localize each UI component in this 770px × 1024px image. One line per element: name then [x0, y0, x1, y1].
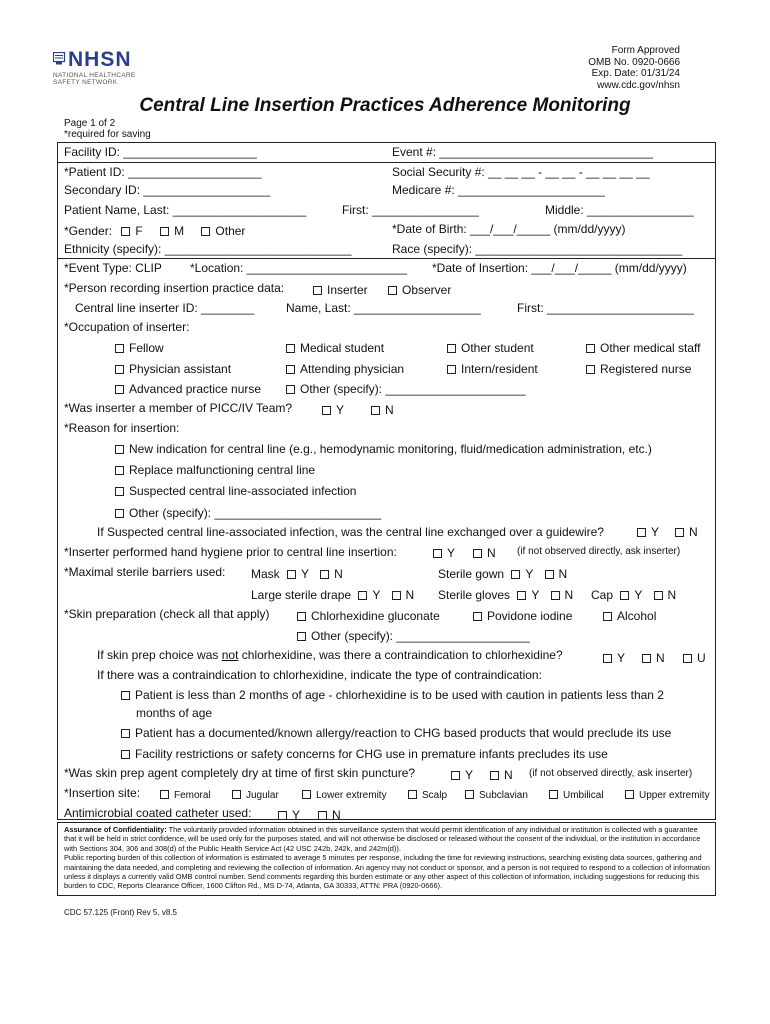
contra-type-question: If there was a contraindication to chlorhexidine, indicate the type of contraindication:: [97, 668, 542, 682]
occupation-medical-student[interactable]: Medical student: [286, 341, 384, 355]
mask-no-checkbox[interactable]: [320, 570, 329, 579]
occupation-registered-nurse[interactable]: Registered nurse: [586, 362, 691, 376]
inserter-option[interactable]: Inserter: [313, 283, 368, 297]
contraindication-question: If skin prep choice was not chlorhexidine, was there a contraindication to chlorhexidine?: [97, 648, 563, 662]
site-subclavian[interactable]: Subclavian: [465, 790, 528, 801]
checkbox[interactable]: [318, 811, 327, 820]
checkbox[interactable]: [286, 385, 295, 394]
inserter-id-field[interactable]: Central line inserter ID: ________: [75, 301, 255, 315]
dry-yes[interactable]: Y: [451, 768, 473, 782]
checkbox[interactable]: [115, 509, 124, 518]
picc-no[interactable]: N: [371, 403, 394, 417]
checkbox[interactable]: [408, 790, 417, 799]
assurance-paragraph: Assurance of Confidentiality: The voluntarily provided information obtained in this surveillance system that would permit identification of any individual or institution is collected with a guarantee that it will be held in strict confidence, will be used only for the purposes stated, and will not otherwise be disclosed or released without the consent of the individual, or the institution in accordance with Sections 304, 306 and 308(d) of the Public Health Service Act (42 USC 242b, 242k, and 242m(d)).: [64, 825, 701, 853]
skin-prep-chg[interactable]: Chlorhexidine gluconate: [297, 609, 440, 623]
cap-group: Cap Y N: [591, 588, 677, 602]
picc-yes[interactable]: Y: [322, 403, 344, 417]
first-name-field[interactable]: First: ________________: [342, 203, 479, 217]
checkbox[interactable]: [322, 406, 331, 415]
guidewire-yes[interactable]: Y: [637, 525, 659, 539]
guidewire-no[interactable]: N: [675, 525, 698, 539]
contra-facility[interactable]: Facility restrictions or safety concerns for CHG use in premature infants precludes its use: [121, 747, 608, 761]
checkbox[interactable]: [371, 406, 380, 415]
checkbox[interactable]: [388, 286, 397, 295]
site-lower-extremity[interactable]: Lower extremity: [302, 790, 387, 801]
patient-id-field[interactable]: *Patient ID: ____________________: [64, 165, 262, 179]
site-scalp[interactable]: Scalp: [408, 790, 447, 801]
divider: [57, 162, 716, 163]
checkbox[interactable]: [115, 487, 124, 496]
gender-f-checkbox[interactable]: [121, 227, 130, 236]
occupation-fellow[interactable]: Fellow: [115, 341, 164, 355]
drape-yes-checkbox[interactable]: [358, 591, 367, 600]
gown-no-checkbox[interactable]: [545, 570, 554, 579]
site-femoral[interactable]: Femoral: [160, 790, 211, 801]
checkbox[interactable]: [642, 654, 651, 663]
mask-yes-checkbox[interactable]: [287, 570, 296, 579]
skin-prep-alcohol[interactable]: Alcohol: [603, 609, 656, 623]
race-field[interactable]: Race (specify): _______________________________: [392, 242, 683, 256]
gender-other-checkbox[interactable]: [201, 227, 210, 236]
burden-paragraph: Public reporting burden of this collection of information is estimated to average 5 minutes per response, including the time for reviewing instructions, searching existing data sources, gathering and maintaining the data needed, and completing and reviewing the collection of information. An agency may not conduct or sponsor, and a person is not required to respond to a collection of information unless it displays a currently valid OMB control number. Send comments regarding this burden estimate or any other aspect of this collection of information, including suggestions for reducing this burden to CDC, Reports Clearance Officer, 1600 Clifton Rd., MS D-74, Atlanta, GA 30333, ATTN: PRA (0920-0666).: [64, 853, 710, 891]
checkbox[interactable]: [121, 729, 130, 738]
barriers-label: *Maximal sterile barriers used:: [64, 565, 226, 579]
reason-suspected[interactable]: Suspected central line-associated infection: [115, 484, 356, 498]
inserter-last-name-field[interactable]: Name, Last: ___________________: [286, 301, 481, 315]
checkbox[interactable]: [232, 790, 241, 799]
gloves-yes-checkbox[interactable]: [517, 591, 526, 600]
middle-name-field[interactable]: Middle: ________________: [545, 203, 694, 217]
contra-age[interactable]: Patient is less than 2 months of age - chlorhexidine is to be used with caution in patients less than 2: [121, 688, 664, 702]
form-id: CDC 57.125 (Front) Rev 5, v8.5: [64, 908, 177, 917]
checkbox[interactable]: [603, 612, 612, 621]
checkbox[interactable]: [115, 365, 124, 374]
gloves-group: Sterile gloves Y N: [438, 588, 574, 602]
exp-date: Exp. Date: 01/31/24: [591, 68, 680, 79]
checkbox[interactable]: [121, 750, 130, 759]
checkbox[interactable]: [490, 771, 499, 780]
checkbox[interactable]: [465, 790, 474, 799]
reason-new[interactable]: New indication for central line (e.g., hemodynamic monitoring, fluid/medication administration, etc.): [115, 442, 652, 456]
last-name-field[interactable]: Patient Name, Last: ____________________: [64, 203, 307, 217]
dry-no[interactable]: N: [490, 768, 513, 782]
checkbox[interactable]: [473, 612, 482, 621]
checkbox[interactable]: [625, 790, 634, 799]
observer-option[interactable]: Observer: [388, 283, 451, 297]
gloves-no-checkbox[interactable]: [551, 591, 560, 600]
contra-age-cont: months of age: [136, 706, 213, 720]
gender-f-label: F: [135, 224, 143, 238]
form-approved: Form Approved: [611, 45, 680, 56]
checkbox[interactable]: [683, 654, 692, 663]
checkbox[interactable]: [115, 344, 124, 353]
site-umbilical[interactable]: Umbilical: [549, 790, 604, 801]
divider: [57, 258, 716, 259]
occupation-other-student[interactable]: Other student: [447, 341, 534, 355]
hygiene-note: (if not observed directly, ask inserter): [517, 546, 681, 557]
gown-group: Sterile gown Y N: [438, 567, 568, 581]
checkbox[interactable]: [586, 344, 595, 353]
checkbox[interactable]: [586, 365, 595, 374]
checkbox[interactable]: [297, 632, 306, 641]
skin-prep-other[interactable]: Other (specify): ____________________: [297, 629, 530, 643]
antimicrobial-yes[interactable]: Y: [278, 808, 300, 822]
page-title: Central Line Insertion Practices Adherence Monitoring: [139, 95, 631, 116]
checkbox[interactable]: [675, 528, 684, 537]
page-number: Page 1 of 2: [64, 118, 116, 129]
footer: [64, 825, 712, 891]
medicare-field[interactable]: Medicare #: ______________________: [392, 183, 605, 197]
occupation-other[interactable]: Other (specify): _____________________: [286, 382, 526, 396]
required-note: *required for saving: [64, 129, 151, 140]
occupation-intern-resident[interactable]: Intern/resident: [447, 362, 538, 376]
gender-group: [64, 224, 245, 238]
gown-yes-checkbox[interactable]: [511, 570, 520, 579]
checkbox[interactable]: [115, 385, 124, 394]
dry-question: *Was skin prep agent completely dry at time of first skin puncture?: [64, 766, 416, 780]
hygiene-yes[interactable]: Y: [433, 546, 455, 560]
antimicrobial-question: Antimicrobial coated catheter used:: [64, 806, 252, 820]
omb-number: OMB No. 0920-0666: [588, 56, 680, 68]
checkbox[interactable]: [313, 286, 322, 295]
contra-unknown[interactable]: U: [683, 651, 706, 665]
person-recording-label: *Person recording insertion practice data:: [64, 281, 285, 295]
cap-no-checkbox[interactable]: [654, 591, 663, 600]
occupation-physician-assistant[interactable]: Physician assistant: [115, 362, 231, 376]
cdc-url[interactable]: www.cdc.gov/nhsn: [597, 79, 680, 91]
dob-field[interactable]: *Date of Birth: ___/___/_____ (mm/dd/yyyy): [392, 222, 626, 236]
occupation-apn[interactable]: Advanced practice nurse: [115, 382, 261, 396]
checkbox[interactable]: [473, 549, 482, 558]
contra-yes[interactable]: Y: [603, 651, 625, 665]
checkbox[interactable]: [278, 811, 287, 820]
dry-note: (if not observed directly, ask inserter): [529, 768, 693, 779]
checkbox[interactable]: [603, 654, 612, 663]
checkbox[interactable]: [451, 771, 460, 780]
checkbox[interactable]: [286, 344, 295, 353]
event-type: *Event Type: CLIP: [64, 261, 162, 275]
ethnicity-field[interactable]: Ethnicity (specify): ____________________________: [64, 242, 352, 256]
drape-no-checkbox[interactable]: [392, 591, 401, 600]
checkbox[interactable]: [160, 790, 169, 799]
reason-other[interactable]: Other (specify): _________________________: [115, 506, 381, 520]
mask-group: Mask Y N: [251, 567, 343, 581]
gender-label: *Gender:: [64, 224, 113, 238]
event-number-field[interactable]: Event #: ________________________________: [392, 145, 653, 159]
logo-text: NHSN: [68, 48, 132, 71]
inserter-first-name-field[interactable]: First: ______________________: [517, 301, 694, 315]
logo-subtitle: NATIONAL HEALTHCARE SAFETY NETWORK: [53, 72, 136, 86]
reason-label: *Reason for insertion:: [64, 421, 180, 435]
checkbox[interactable]: [115, 445, 124, 454]
checkbox[interactable]: [115, 466, 124, 475]
checkbox[interactable]: [302, 790, 311, 799]
checkbox[interactable]: [433, 549, 442, 558]
checkbox[interactable]: [121, 691, 130, 700]
checkbox[interactable]: [297, 612, 306, 621]
gender-m-label: M: [174, 224, 185, 238]
reason-replace[interactable]: Replace malfunctioning central line: [115, 463, 315, 477]
skin-prep-label: *Skin preparation (check all that apply): [64, 607, 270, 621]
guidewire-question: If Suspected central line-associated infection, was the central line exchanged over a guidewire?: [97, 525, 604, 539]
site-upper-extremity[interactable]: Upper extremity: [625, 790, 710, 801]
occupation-other-medical-staff[interactable]: Other medical staff: [586, 341, 701, 355]
nhsn-logo-icon: [53, 52, 67, 66]
cap-yes-checkbox[interactable]: [620, 591, 629, 600]
gender-m-checkbox[interactable]: [160, 227, 169, 236]
drape-group: Large sterile drape Y N: [251, 588, 415, 602]
checkbox[interactable]: [286, 365, 295, 374]
hygiene-no[interactable]: N: [473, 546, 496, 560]
contra-no[interactable]: N: [642, 651, 665, 665]
occupation-label: *Occupation of inserter:: [64, 320, 190, 334]
insertion-site-label: *Insertion site:: [64, 786, 141, 800]
hygiene-question: *Inserter performed hand hygiene prior to central line insertion:: [64, 545, 397, 559]
antimicrobial-no[interactable]: N: [318, 808, 341, 822]
checkbox[interactable]: [549, 790, 558, 799]
contra-allergy[interactable]: Patient has a documented/known allergy/reaction to CHG based products that would preclude its use: [121, 726, 671, 740]
skin-prep-povidone[interactable]: Povidone iodine: [473, 609, 572, 623]
gender-other-label: Other: [215, 224, 246, 238]
checkbox[interactable]: [447, 344, 456, 353]
secondary-id-field[interactable]: Secondary ID: ___________________: [64, 183, 271, 197]
ssn-field[interactable]: Social Security #: __ __ __ - __ __ - __ __ __ __: [392, 165, 650, 179]
site-jugular[interactable]: Jugular: [232, 790, 279, 801]
insertion-date-field[interactable]: *Date of Insertion: ___/___/_____ (mm/dd/yyyy): [432, 261, 687, 275]
checkbox[interactable]: [447, 365, 456, 374]
location-field[interactable]: *Location: ________________________: [190, 261, 407, 275]
picc-question: *Was inserter a member of PICC/IV Team?: [64, 401, 293, 415]
occupation-attending-physician[interactable]: Attending physician: [286, 362, 404, 376]
form-info: [570, 45, 680, 91]
checkbox[interactable]: [637, 528, 646, 537]
facility-id-field[interactable]: Facility ID: ____________________: [64, 145, 257, 159]
